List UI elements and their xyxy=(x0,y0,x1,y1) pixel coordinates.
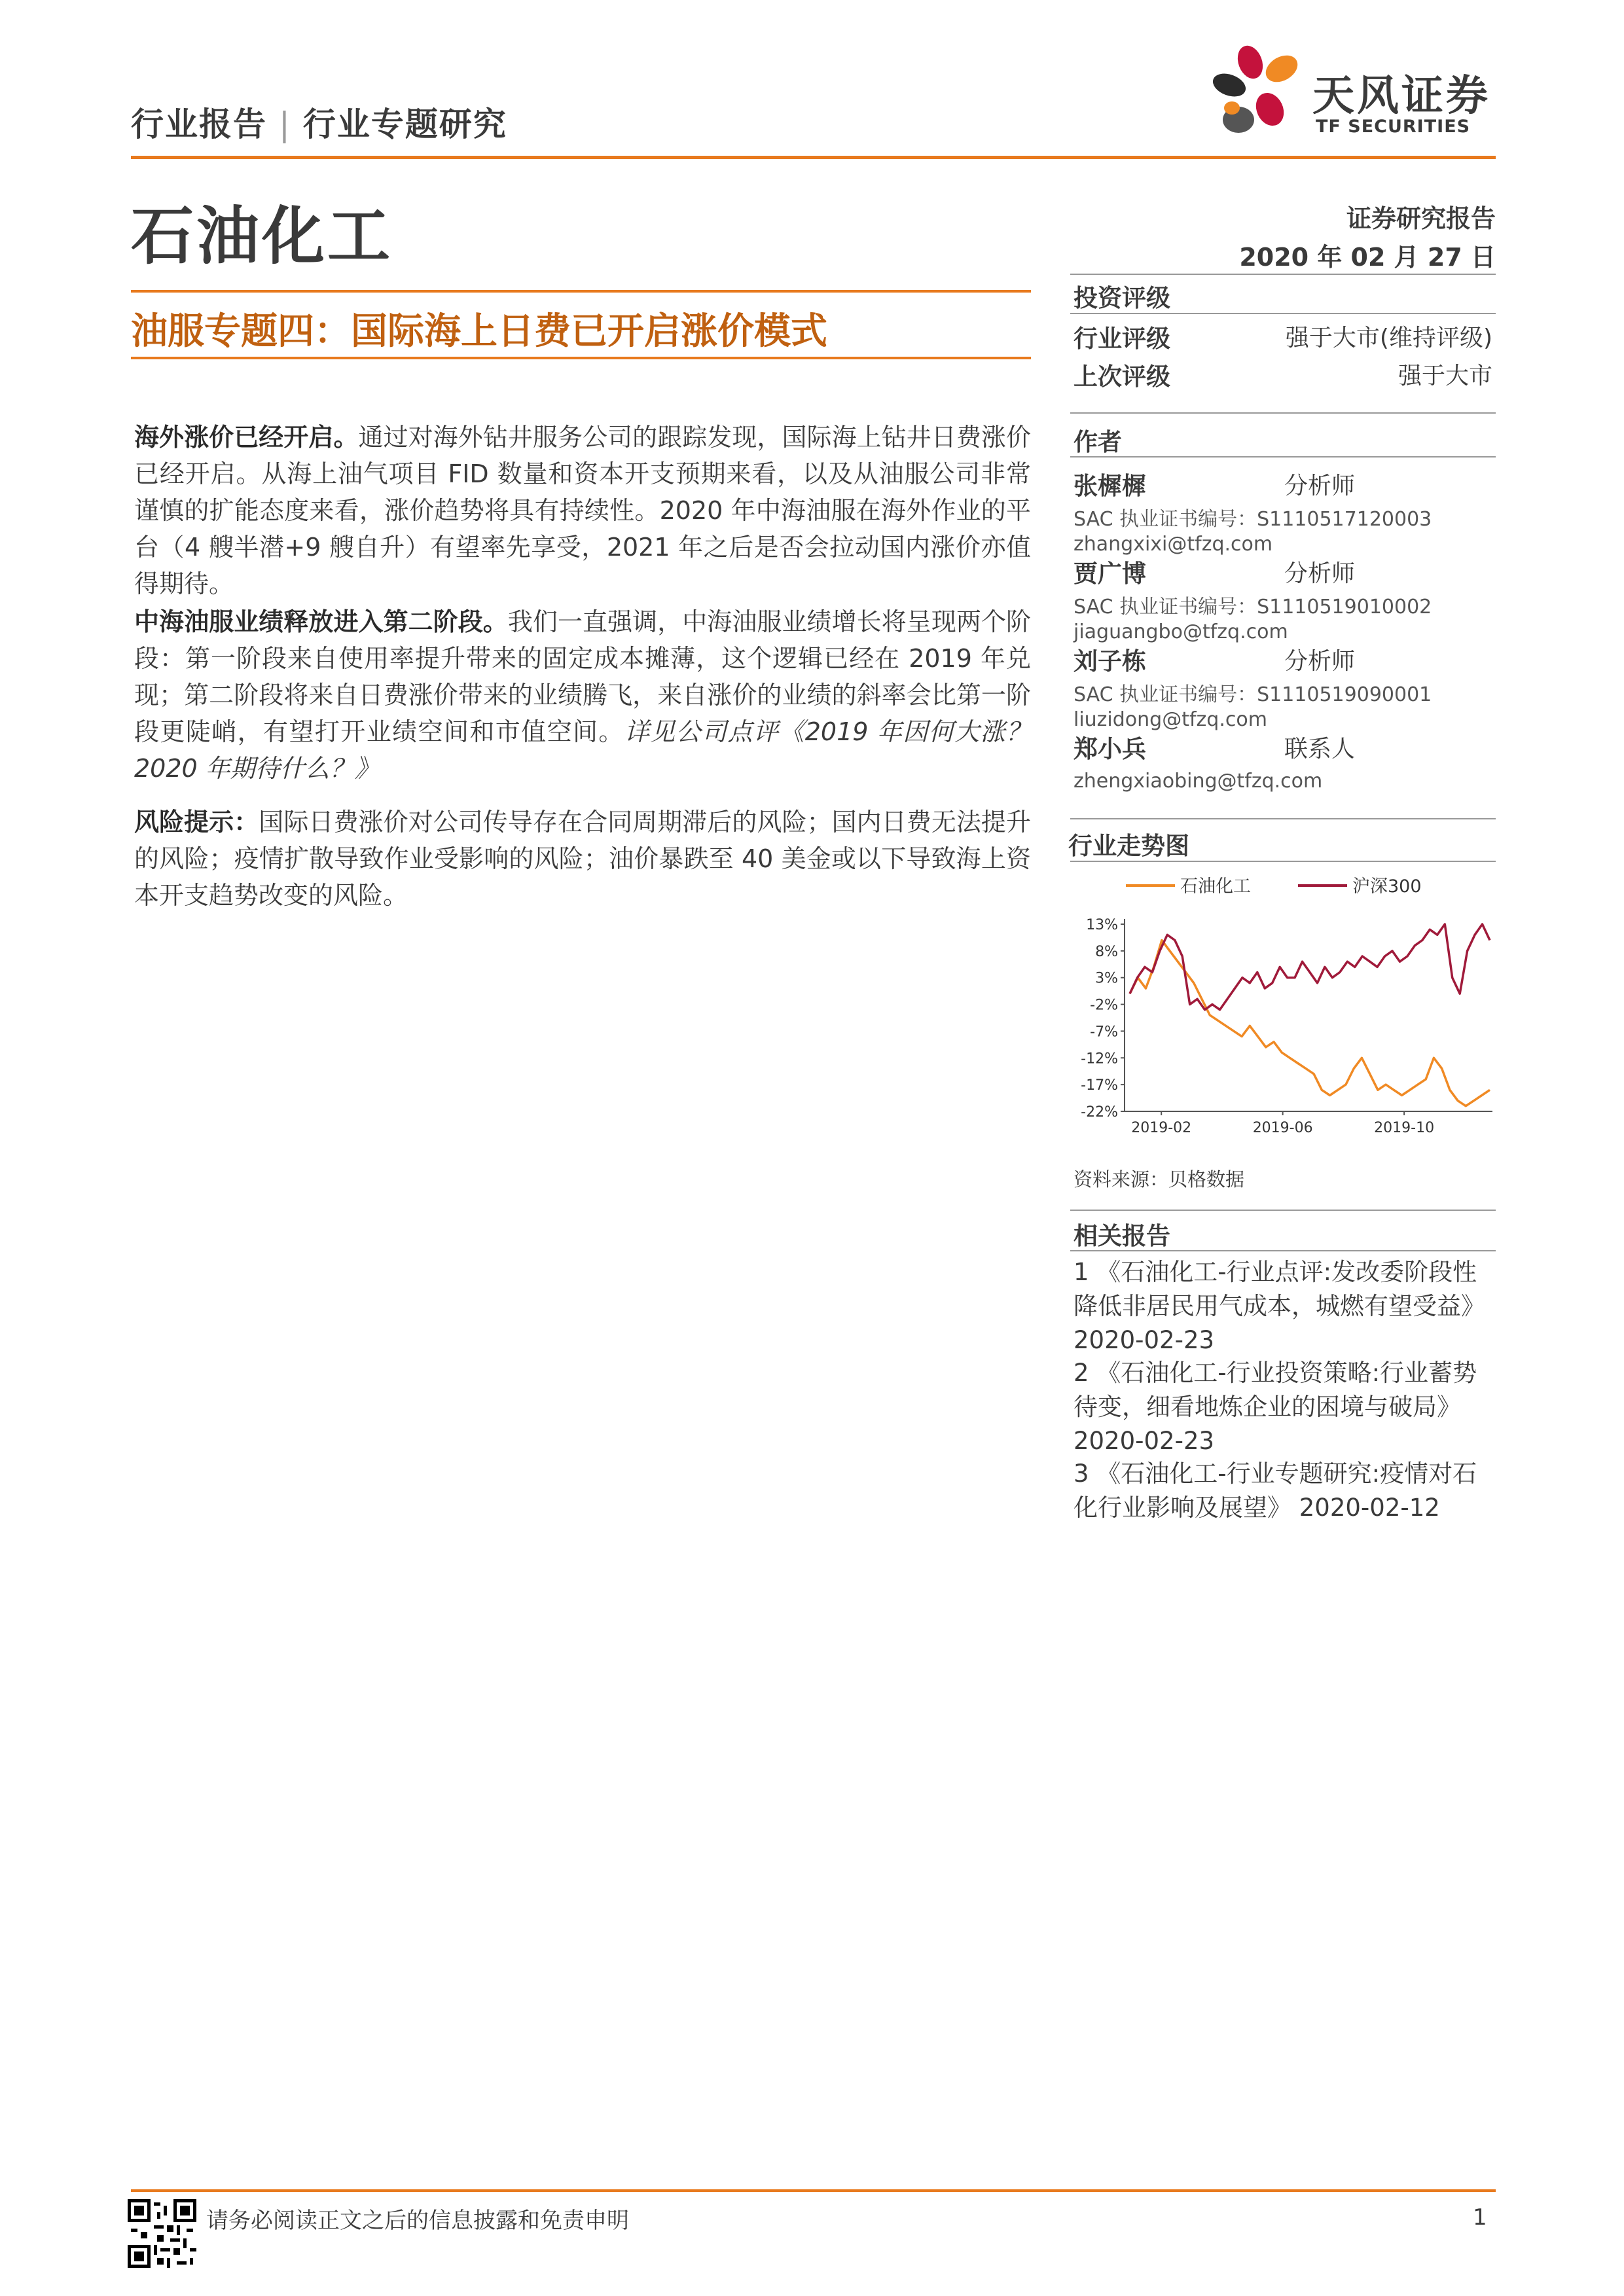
x-tick-label: 2019-06 xyxy=(1252,1120,1313,1136)
related-report-line: 2 《石油化工-行业投资策略:行业蓄势 xyxy=(1074,1359,1477,1387)
y-tick-label: 13% xyxy=(1086,917,1118,933)
author-cert: SAC 执业证书编号：S1110519090001 xyxy=(1074,683,1432,706)
related-report-item[interactable] xyxy=(1074,1255,1499,1357)
subtitle-top-line xyxy=(131,290,1031,293)
related-report-line: 降低非居民用气成本，城燃有望受益》 xyxy=(1074,1292,1485,1320)
author-card xyxy=(1074,554,1496,643)
y-tick-label: -12% xyxy=(1081,1050,1118,1067)
related-report-item[interactable] xyxy=(1074,1356,1499,1458)
body-paragraph-3 xyxy=(134,804,1031,914)
report-category xyxy=(131,98,507,145)
y-tick-label: -17% xyxy=(1081,1077,1118,1094)
logo-chinese-name: 天风证券 xyxy=(1312,72,1490,120)
rating-heading: 投资评级 xyxy=(1074,284,1170,312)
x-tick-label: 2019-02 xyxy=(1131,1120,1192,1136)
previous-rating-label: 上次评级 xyxy=(1074,363,1170,391)
author-role: 联系人 xyxy=(1284,736,1356,762)
author-name: 贾广博 xyxy=(1074,560,1146,588)
footer-divider xyxy=(131,2189,1496,2192)
author-card xyxy=(1074,729,1496,793)
footer-disclaimer: 请务必阅读正文之后的信息披露和免责申明 xyxy=(206,2208,629,2234)
trend-top-line xyxy=(1070,818,1496,819)
author-role: 分析师 xyxy=(1284,560,1356,587)
author-role: 分析师 xyxy=(1284,648,1356,675)
related-report-date: 2020-02-23 xyxy=(1074,1427,1215,1455)
x-tick-label: 2019-10 xyxy=(1374,1120,1435,1136)
industry-rating-value: 强于大市(维持评级) xyxy=(1285,325,1492,351)
related-report-date: 2020-02-23 xyxy=(1074,1326,1215,1354)
chart-legend xyxy=(1126,876,1422,897)
y-tick-label: -2% xyxy=(1090,997,1118,1014)
related-report-line: 化行业影响及展望》 2020-02-12 xyxy=(1074,1494,1440,1522)
report-subtitle: 油服专题四：国际海上日费已开启涨价模式 xyxy=(131,310,827,353)
body-paragraph-1 xyxy=(134,419,1031,602)
authors-heading: 作者 xyxy=(1074,428,1122,456)
logo-english-name: TF SECURITIES xyxy=(1316,117,1471,137)
report-date: 2020 年 02 月 27 日 xyxy=(1239,243,1496,272)
report-type: 证券研究报告 xyxy=(1346,204,1496,233)
author-email[interactable]: zhengxiaobing@tfzq.com xyxy=(1074,770,1323,793)
related-report-line: 待变，细看地炼企业的困境与破局》 xyxy=(1074,1393,1461,1421)
trend-heading-line xyxy=(1070,861,1496,862)
header-separator: | xyxy=(279,105,291,143)
authors-top-line xyxy=(1070,412,1496,414)
body-paragraph-2 xyxy=(134,603,1031,787)
paragraph-lead: 中海油服业绩释放进入第二阶段。 xyxy=(134,607,508,636)
y-tick-label: 3% xyxy=(1095,970,1118,987)
industry-title: 石油化工 xyxy=(131,200,393,273)
y-tick-label: 8% xyxy=(1095,943,1118,960)
paragraph-lead: 海外涨价已经开启。 xyxy=(134,423,359,452)
legend-label-petrochem: 石油化工 xyxy=(1180,876,1251,897)
author-email[interactable]: zhangxixi@tfzq.com xyxy=(1074,533,1273,556)
page-number: 1 xyxy=(1473,2204,1487,2231)
header-divider xyxy=(131,156,1496,159)
author-cert: SAC 执业证书编号：S1110519010002 xyxy=(1074,596,1432,619)
author-card xyxy=(1074,641,1496,731)
rating-heading-line xyxy=(1070,313,1496,314)
report-section: 行业报告 xyxy=(131,105,267,143)
trend-heading: 行业走势图 xyxy=(1068,832,1189,860)
paragraph-reference: 详见公司点评《2019 年因何大涨？2020 年期待什么？》 xyxy=(134,717,1031,783)
related-heading-line xyxy=(1070,1250,1496,1251)
legend-label-csi300: 沪深300 xyxy=(1352,876,1422,897)
series-line-csi300 xyxy=(1130,924,1490,1010)
related-heading: 相关报告 xyxy=(1074,1222,1170,1250)
paragraph-text: 我们一直强调，中海油服业绩增长将呈现两个阶段：第一阶段来自使用率提升带来的固定成本摊薄，这个逻辑已经在 2019 年兑现；第二阶段将来自日费涨价带来的业绩腾飞，来自涨价的业绩的斜率会比第一阶段更陡峭，有望打开业绩空间和市值空间。 xyxy=(134,607,1031,746)
related-report-item[interactable] xyxy=(1074,1457,1499,1525)
previous-rating-value: 强于大市 xyxy=(1398,363,1492,389)
paragraph-text: 通过对海外钻井服务公司的跟踪发现，国际海上钻井日费涨价已经开启。从海上油气项目 FID 数量和资本开支预期来看，以及从油服公司非常谨慎的扩能态度来看，涨价趋势将具有持续性。2020 年中海油服在海外作业的平台（4 艘半潜+9 艘自升）有望率先享受，2021 年之后是否会拉动国内涨价亦值得期待。 xyxy=(134,423,1031,598)
related-report-line: 3 《石油化工-行业专题研究:疫情对石 xyxy=(1074,1460,1477,1488)
subtitle-bottom-line xyxy=(131,357,1031,359)
paragraph-text: 国际日费涨价对公司传导存在合同周期滞后的风险；国内日费无法提升的风险；疫情扩散导致作业受影响的风险；油价暴跌至 40 美金或以下导致海上资本开支趋势改变的风险。 xyxy=(134,808,1031,910)
qr-code-icon xyxy=(128,2199,196,2268)
related-report-line: 1 《石油化工-行业点评:发改委阶段性 xyxy=(1074,1258,1477,1286)
industry-rating-label: 行业评级 xyxy=(1074,325,1170,353)
report-subsection: 行业专题研究 xyxy=(302,105,507,143)
plot-area xyxy=(1081,917,1492,1136)
author-email[interactable]: jiaguangbo@tfzq.com xyxy=(1074,620,1288,643)
author-cert: SAC 执业证书编号：S1110517120003 xyxy=(1074,508,1432,531)
author-email[interactable]: liuzidong@tfzq.com xyxy=(1074,708,1267,731)
paragraph-lead: 风险提示： xyxy=(134,808,259,836)
related-top-line xyxy=(1070,1210,1496,1211)
author-role: 分析师 xyxy=(1284,473,1356,499)
industry-trend-chart xyxy=(1064,864,1499,1145)
author-name: 张樨樨 xyxy=(1074,472,1146,500)
y-tick-label: -7% xyxy=(1090,1024,1118,1041)
author-name: 郑小兵 xyxy=(1074,735,1146,763)
authors-heading-line xyxy=(1070,456,1496,457)
rating-top-line xyxy=(1070,274,1496,275)
chart-source: 资料来源：贝格数据 xyxy=(1074,1168,1245,1191)
author-name: 刘子栋 xyxy=(1074,647,1146,675)
y-tick-label: -22% xyxy=(1081,1104,1118,1121)
author-card xyxy=(1074,466,1496,556)
